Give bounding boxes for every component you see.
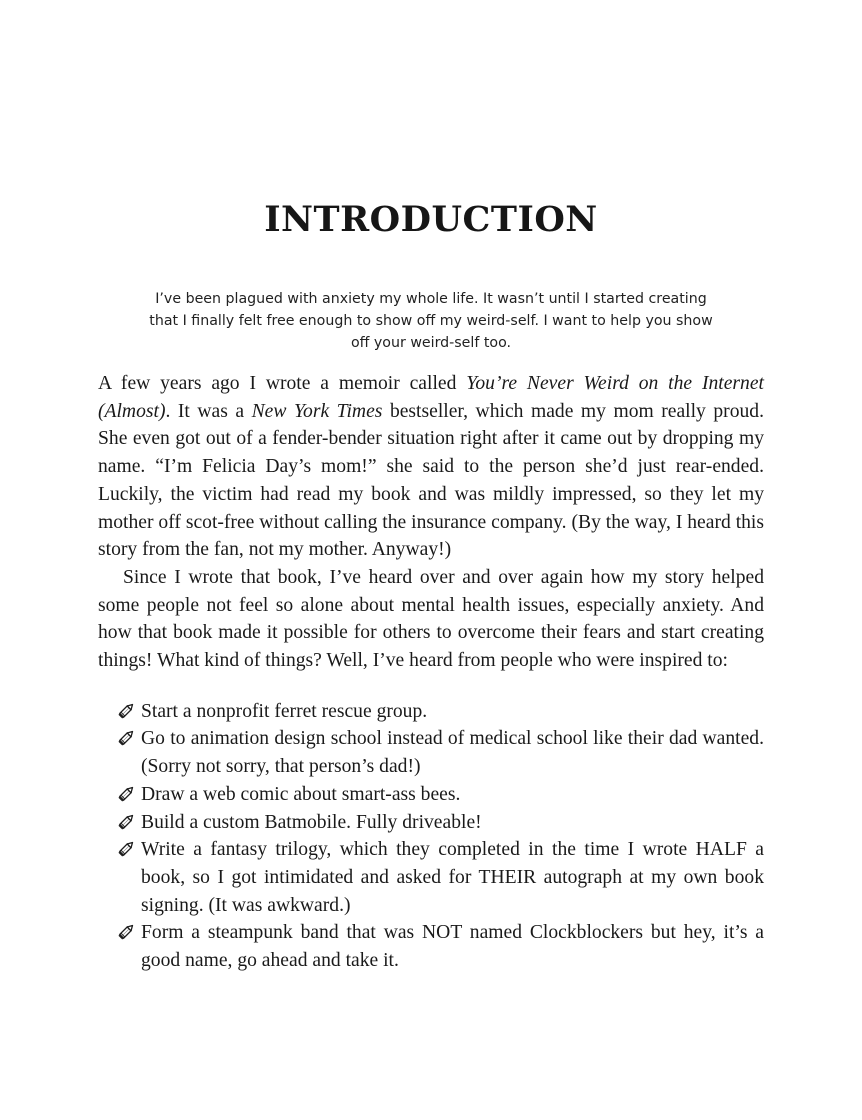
pencil-icon [117,838,137,858]
paragraph-2: Since I wrote that book, I’ve heard over and over again how my story helped some people not feel so alone about mental health issues, especially anxiety. And how that book made it possible for others to overcome their fears and start creating things! What kind of things? Well, I’ve heard from people who were inspired to: [98,566,764,672]
pencil-icon [117,921,137,941]
list-item [141,919,764,974]
paragraph-1 [98,370,764,564]
body-text [98,370,764,975]
paragraph-1-text-b: . It was a [165,400,252,422]
memoir-title: You’re Never Weird on the Internet (Almost) [98,373,764,422]
pencil-icon [117,783,137,803]
newspaper-name: New York Times [251,400,383,422]
pencil-icon [117,727,137,747]
chapter-epigraph: I’ve been plagued with anxiety my whole life. It wasn’t until I started creating that I finally felt free enough to show off my weird-self. I want to help you show off your weird-self too. [149,291,713,351]
list-item [141,809,764,837]
list-item-text: Write a fantasy trilogy, which they completed in the time I wrote HALF a book, so I got intimidated and asked for THEIR autograph at my own book signing. (It was awkward.) [141,839,764,916]
list-item-text: Build a custom Batmobile. Fully driveable! [141,811,482,833]
paragraph-1-text-c: bestseller, which made my mom really proud. She even got out of a fender-bender situation right after it came out by dropping my name. “I’m Felicia Day’s mom!” she said to the person she’d just rear-ended. Luckily, the victim had read my book and was mildly impressed, so they let my mother off scot-free without calling the insurance company. (By the way, I heard this story from the fan, not my mother. Anyway!) [98,400,764,561]
list-item-text: Go to animation design school instead of medical school like their dad wanted. (Sorry not sorry, that person’s dad!) [141,728,764,778]
list-item-text: Start a nonprofit ferret rescue group. [141,700,428,722]
list-item-text: Form a steampunk band that was NOT named Clockblockers but hey, it’s a good name, go ahead and take it. [141,922,764,972]
list-item [141,781,764,809]
chapter-title: INTRODUCTION [264,199,598,240]
list-item [141,836,764,919]
pencil-icon [117,700,137,720]
pencil-icon [117,811,137,831]
inspired-list [98,698,764,975]
list-item [141,698,764,726]
list-item-text: Draw a web comic about smart-ass bees. [141,783,461,805]
list-item [141,725,764,780]
paragraph-1-text-a: A few years ago I wrote a memoir called [98,373,467,394]
